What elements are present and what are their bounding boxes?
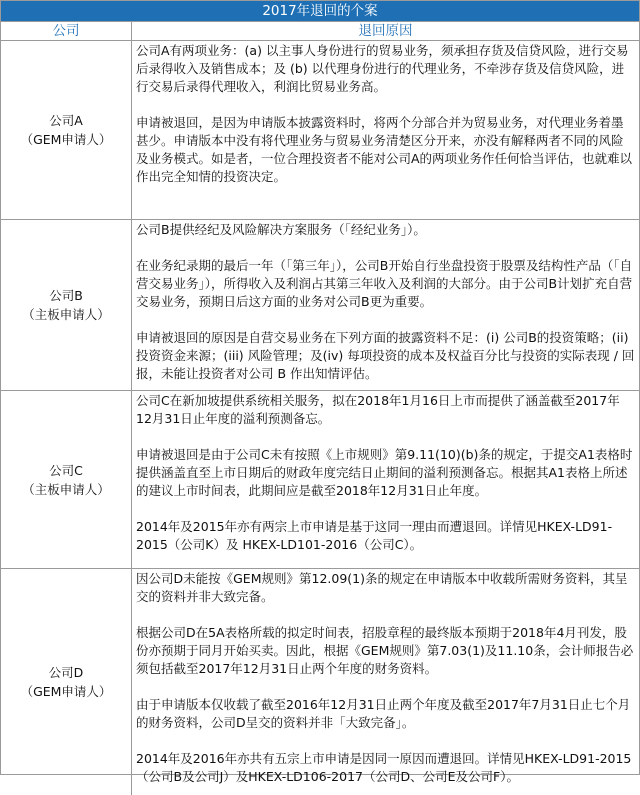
- table-row-company-c: [1, 391, 639, 569]
- company-cell: [1, 220, 132, 390]
- board-type: （主板申请人）: [22, 481, 110, 497]
- company-column-header: 公司: [1, 22, 132, 40]
- reason-paragraph: 2014年及2015年亦有两宗上市申请是基于这同一理由而遭退回。详情见HKEX-LD91-2015（公司K）及 HKEX-LD101-2016（公司C）。: [136, 519, 613, 552]
- table-row-company-b: [1, 220, 639, 391]
- company-name: 公司C: [49, 462, 83, 478]
- reason-column-header: 退回原因: [358, 23, 413, 39]
- company-cell: [1, 569, 132, 795]
- reason-paragraph: 申请被退回，是因为申请版本披露资料时，将两个分部合并为贸易业务，对代理业务着墨甚少。申请版本中没有将代理业务与贸易业务清楚区分开来，亦没有解释两者不同的风险及业务模式。如是者，一位合理投资者不能对公司A的两项业务作任何恰当评估，也就难以作出完全知情的投资决定。: [136, 115, 633, 184]
- reason-paragraph: 由于申请版本仅收载了截至2016年12月31日止两个年度及截至2017年7月31日止七个月的财务资料，公司D呈交的资料并非「大致完备」。: [136, 697, 631, 730]
- reason-paragraph: 因公司D未能按《GEM规则》第12.09(1)条的规定在申请版本中收载所需财务资料，其呈交的资料并非大致完备。: [136, 571, 628, 604]
- reason-cell: [132, 220, 639, 390]
- table-row-company-d: [1, 569, 639, 795]
- reason-paragraph: 2014年及2016年亦共有五宗上市申请是因同一原因而遭退回。详情见HKEX-LD91-2015（公司B及公司J）及HKEX-LD106-2017（公司D、公司E及公司F）。: [136, 751, 632, 784]
- reason-cell: [132, 41, 639, 219]
- board-type: （GEM申请人）: [20, 684, 112, 699]
- table-title: 2017年退回的个案: [1, 1, 639, 22]
- table-row-company-a: [1, 41, 639, 220]
- reason-cell: [132, 569, 639, 795]
- reason-paragraph: 公司A有两项业务：(a) 以主事人身份进行的贸易业务，须承担存货及信贷风险，进行交易后录得收入及销售成本；及 (b) 以代理身份进行的代理业务，不牵涉存货及信贷风险，进行交易后录得代理收入，利润比贸易业务高。: [136, 43, 629, 94]
- reason-paragraph: 申请被退回是由于公司C未有按照《上市规则》第9.11(10)(b)条的规定，于提交A1表格时提供涵盖直至上市日期后的财政年度完结日止期间的溢利预测备忘。根据其A1表格上所述的建议上市时间表，此期间应是截至2018年12月31日止年度。: [136, 447, 633, 498]
- reason-cell: [132, 391, 639, 568]
- board-type: （GEM申请人）: [20, 132, 112, 147]
- company-name: 公司A: [49, 113, 83, 128]
- company-name: 公司D: [48, 665, 84, 680]
- reason-paragraph: 根据公司D在5A表格所载的拟定时间表，招股章程的最终版本预期于2018年4月刊发，股份亦预期于同月开始买卖。因此，根据《GEM规则》第7.03(1)及11.10条，会计师报告必须包括截至2017年12月31日止两个年度的财务资料。: [136, 625, 634, 676]
- reason-paragraph: 公司B提供经纪及风险解决方案服务（「经纪业务」）。: [136, 222, 426, 237]
- company-cell: [1, 41, 132, 219]
- company-cell: [1, 391, 132, 568]
- reason-paragraph: 公司C在新加坡提供系统相关服务，拟在2018年1月16日上市而提供了涵盖截至2017年12月31日止年度的溢利预测备忘。: [136, 393, 620, 426]
- board-type: （主板申请人）: [22, 307, 110, 322]
- table-header: [1, 22, 639, 41]
- reason-paragraph: 在业务纪录期的最后一年（「第三年」），公司B开始自行坐盘投资于股票及结构性产品（「自营交易业务」），所得收入及利润占其第三年收入及利润的大部分。由于公司B计划扩充自营交易业务，预期日后这方面的业务对公司B更为重要。: [136, 258, 633, 309]
- reason-paragraph: 申请被退回的原因是自营交易业务在下列方面的披露资料不足：(i) 公司B的投资策略；(ii) 投资资金来源；(iii) 风险管理；及(iv) 每项投资的成本及权益百分比与投资的实际表现 / 回报，未能让投资者对公司 B 作出知情评估。: [136, 330, 635, 381]
- company-name: 公司B: [49, 288, 83, 303]
